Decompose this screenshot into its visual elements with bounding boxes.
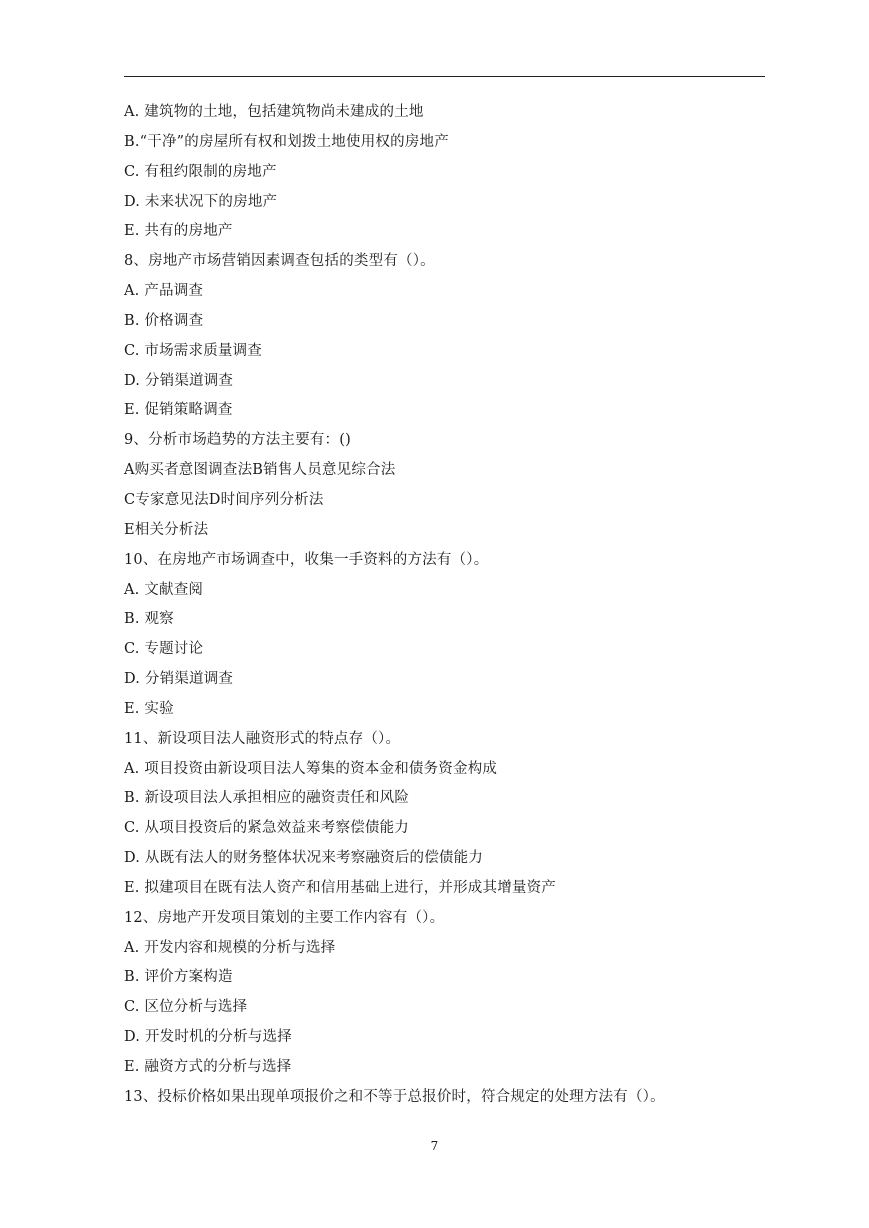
text-line: E. 融资方式的分析与选择 [124, 1059, 292, 1075]
text-line: E. 共有的房地产 [124, 223, 233, 240]
text-line: B. 观察 [124, 611, 174, 628]
question-8: 8、房地产市场营销因素调查包括的类型有（）。 [124, 253, 435, 270]
text-line: E. 实验 [124, 700, 174, 717]
text-line: D. 未来状况下的房地产 [124, 193, 278, 210]
text-line: B. 价格调查 [124, 312, 204, 329]
text-line: C. 从项目投资后的紧急效益来考察偿债能力 [124, 820, 409, 837]
question-13: 13、投标价格如果出现单项报价之和不等于总报价时，符合规定的处理方法有（）。 [124, 1088, 665, 1105]
page-number: 7 [430, 1139, 439, 1153]
text-line: A. 开发内容和规模的分析与选择 [124, 939, 336, 956]
text-line: D. 分销渠道调查 [124, 671, 234, 688]
text-line: B. 评价方案构造 [124, 969, 233, 986]
text-line: A. 建筑物的土地，包括建筑物尚未建成的土地 [124, 104, 424, 120]
text-line: A购买者意图调查法B销售人员意见综合法 [124, 462, 396, 479]
text-line: D. 分销渠道调查 [124, 372, 234, 389]
question-10: 10、在房地产市场调查中，收集一手资料的方法有（）。 [124, 551, 489, 568]
text-line: D. 从既有法人的财务整体状况来考察融资后的偿债能力 [124, 850, 484, 867]
text-line: A. 项目投资由新设项目法人筹集的资本金和债务资金构成 [124, 760, 498, 777]
document-body [124, 98, 784, 1113]
text-line: E. 拟建项目在既有法人资产和信用基础上进行，并形成其增量资产 [124, 879, 557, 896]
text-line: D. 开发时机的分析与选择 [124, 1029, 292, 1046]
text-line: C专家意见法D时间序列分析法 [124, 491, 324, 508]
text-line: A. 产品调查 [124, 283, 204, 300]
text-line: E. 促销策略调查 [124, 402, 233, 419]
text-line: E相关分析法 [124, 521, 209, 538]
text-line: B. 新设项目法人承担相应的融资责任和风险 [124, 790, 410, 807]
text-line: C. 区位分析与选择 [124, 999, 248, 1016]
text-line: C. 专题讨论 [124, 641, 204, 658]
text-line: A. 文献查阅 [124, 581, 204, 598]
question-9: 9、分析市场趋势的方法主要有：() [124, 432, 351, 449]
question-12: 12、房地产开发项目策划的主要工作内容有（）。 [124, 909, 445, 926]
header-rule [124, 76, 765, 77]
text-line: C. 市场需求质量调查 [124, 342, 262, 359]
text-line: C. 有租约限制的房地产 [124, 163, 277, 180]
text-line: B.“干净”的房屋所有权和划拨土地使用权的房地产 [124, 133, 449, 150]
question-11: 11、新设项目法人融资形式的特点存（）。 [124, 730, 401, 747]
